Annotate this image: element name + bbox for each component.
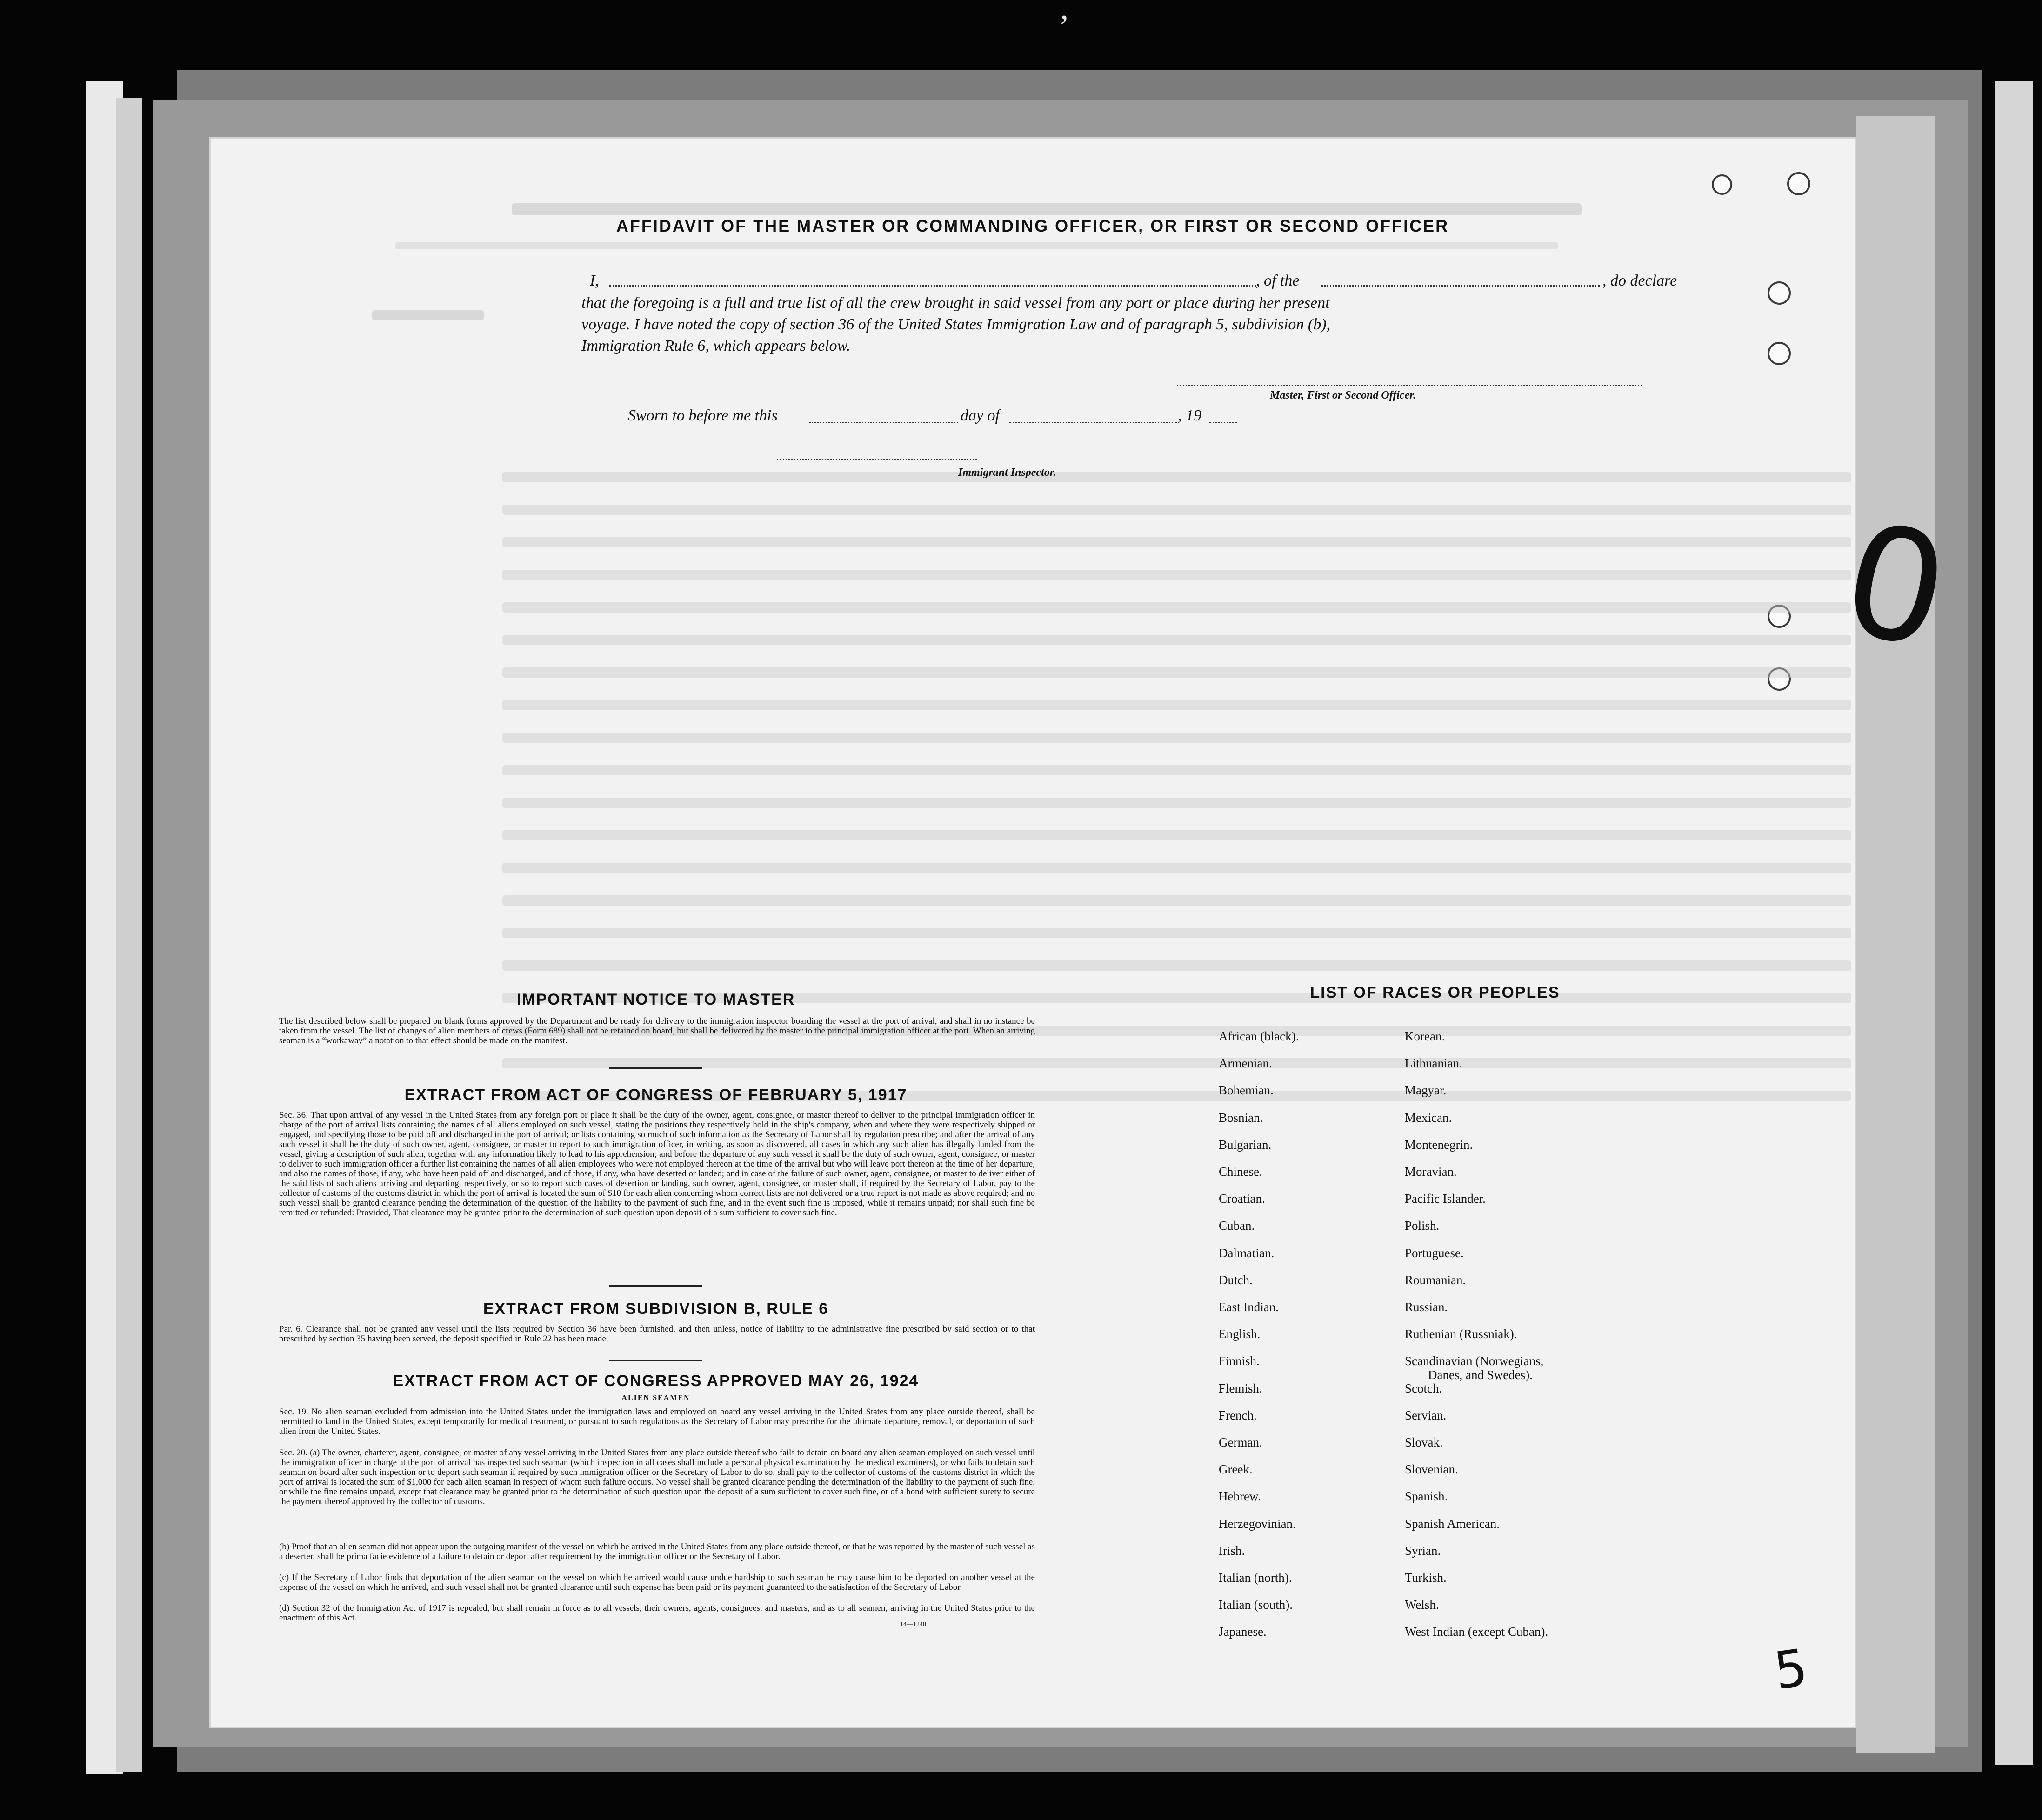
extract-1924-sec-19: Sec. 19. No alien seaman excluded from admission into the United States under the immigration laws and employed on board any vessel arriving in the United States from any place outside thereof, shall be permitted to land in the United States, except temporarily for medical treatment, or pursuant to such regulations as the Secretary of Labor may prescribe for the ultimate departure, removal, or deportation of such alien from the United States.	[279, 1407, 1035, 1436]
punch-hole-right-2	[1768, 342, 1791, 365]
divider	[609, 1285, 702, 1287]
bleed-through-row	[502, 830, 1851, 840]
race-item: Bohemian.	[1219, 1083, 1274, 1098]
affidavit-i: I,	[590, 272, 599, 289]
divider	[609, 1360, 702, 1361]
race-item: West Indian (except Cuban).	[1405, 1625, 1548, 1639]
race-item: Pacific Islander.	[1405, 1192, 1486, 1206]
bleed-through-row	[502, 895, 1851, 906]
bleed-through-row	[502, 472, 1851, 482]
race-item: Scotch.	[1405, 1381, 1442, 1395]
bleed-through-row	[502, 667, 1851, 678]
race-item: Italian (north).	[1219, 1571, 1292, 1585]
race-item: French.	[1219, 1408, 1257, 1422]
extract-1924-title: EXTRACT FROM ACT OF CONGRESS APPROVED MAY 26, 1924	[393, 1372, 919, 1390]
affidavit-line-4: Immigration Rule 6, which appears below.	[581, 337, 851, 354]
race-item: Chinese.	[1219, 1165, 1262, 1179]
race-item: Bulgarian.	[1219, 1137, 1272, 1152]
race-item: Scandinavian (Norwegians,	[1405, 1354, 1544, 1368]
race-item: German.	[1219, 1435, 1262, 1449]
bleed-through-row	[502, 505, 1851, 515]
sworn-year: , 19	[1178, 407, 1201, 424]
race-item: Greek.	[1219, 1462, 1253, 1477]
vessel-name-blank	[1321, 285, 1600, 287]
race-item: Montenegrin.	[1405, 1137, 1473, 1152]
race-item: Slovak.	[1405, 1435, 1443, 1449]
punch-hole-top-right	[1787, 172, 1810, 195]
race-item: Spanish American.	[1405, 1516, 1500, 1531]
race-item: Portuguese.	[1405, 1246, 1464, 1260]
race-item: East Indian.	[1219, 1300, 1279, 1314]
extract-1924-sec-20b: (b) Proof that an alien seaman did not appear upon the outgoing manifest of the vessel on which he arrived in the United States from any place outside thereof, or that he was reported by the master of such vessel as a deserter, shall be prima facie evidence of a failure to detain or deport after requirement by the immigration officer or the Secretary of Labor.	[279, 1542, 1035, 1561]
race-item: Hebrew.	[1219, 1489, 1261, 1504]
race-item: Italian (south).	[1219, 1598, 1293, 1612]
bleed-through-row	[372, 310, 484, 320]
sworn-day-of: day of	[961, 407, 1000, 424]
affidavit-line-3: voyage. I have noted the copy of section 36 of the United States Immigration Law and of paragraph 5, subdivision (b),	[581, 316, 1331, 333]
bleed-through-row	[502, 700, 1851, 710]
race-item: Herzegovinian.	[1219, 1516, 1296, 1531]
sworn-month-blank	[1009, 422, 1177, 423]
form-number: 14—1240	[900, 1621, 926, 1628]
affidavit-title: AFFIDAVIT OF THE MASTER OR COMMANDING OFFICER, OR FIRST OR SECOND OFFICER	[616, 216, 1449, 235]
race-item: Flemish.	[1219, 1381, 1262, 1395]
race-item: Mexican.	[1405, 1110, 1452, 1125]
race-item: Korean.	[1405, 1029, 1445, 1043]
race-item: Irish.	[1219, 1543, 1245, 1558]
left-page-edge-inner	[116, 98, 142, 1772]
affidavit-do-declare: , do declare	[1602, 272, 1677, 289]
race-item: Bosnian.	[1219, 1110, 1263, 1125]
race-item: African (black).	[1219, 1029, 1299, 1043]
race-item: Croatian.	[1219, 1192, 1265, 1206]
bleed-through-heading	[512, 203, 1582, 215]
bleed-through-row	[502, 570, 1851, 580]
extract-1917-title: EXTRACT FROM ACT OF CONGRESS OF FEBRUARY 5, 1917	[404, 1086, 908, 1104]
handwritten-page-number: 5	[1770, 1637, 1811, 1701]
extract-1924-sec-20c: (c) If the Secretary of Labor finds that deportation of the alien seaman on the vessel on which he arrived would cause undue hardship to such seaman he may cause him to be deported on another vessel at the expense of the vessel on which he arrived, and such vessel shall not be granted clearance until such expense has been paid or its payment guaranteed to the satisfaction of the Secretary of Labor.	[279, 1573, 1035, 1592]
race-item: Syrian.	[1405, 1543, 1441, 1558]
notice-title: IMPORTANT NOTICE TO MASTER	[516, 991, 795, 1008]
affidavit-of-the: , of the	[1256, 272, 1300, 289]
signature-blank	[1177, 385, 1642, 386]
race-item: Japanese.	[1219, 1625, 1267, 1639]
inspector-label: Immigrant Inspector.	[958, 467, 1056, 479]
bleed-through-row	[502, 863, 1851, 873]
race-item: Danes, and Swedes).	[1428, 1368, 1533, 1382]
race-item: English.	[1219, 1327, 1261, 1341]
bleed-through-row	[502, 602, 1851, 613]
bleed-through-row	[502, 635, 1851, 645]
race-item: Servian.	[1405, 1408, 1447, 1422]
races-title: LIST OF RACES OR PEOPLES	[1310, 984, 1560, 1001]
bleed-through-row	[502, 765, 1851, 775]
extract-rule-6-title: EXTRACT FROM SUBDIVISION B, RULE 6	[483, 1300, 829, 1318]
race-item: Polish.	[1405, 1219, 1440, 1233]
notice-body: The list described below shall be prepared on blank forms approved by the Department and be ready for delivery to the immigration inspector boarding the vessel at the port of arrival, and shall in no instance be taken from the vessel. The list of changes of alien members of crews (Form 689) shall not be retained on board, but shall be delivered by the master to the principal immigration officer at the port. When an arriving seaman is a “workaway” a notation to that effect should be made on the manifest.	[279, 1016, 1035, 1046]
inspector-signature-blank	[777, 459, 977, 460]
bleed-through-row	[502, 798, 1851, 808]
race-item: Ruthenian (Russniak).	[1405, 1327, 1517, 1341]
race-item: Magyar.	[1405, 1083, 1447, 1098]
race-item: Lithuanian.	[1405, 1056, 1462, 1071]
race-item: Welsh.	[1405, 1598, 1439, 1612]
manifest-page	[209, 137, 1962, 1728]
bleed-through-row	[502, 1058, 1851, 1068]
race-item: Dalmatian.	[1219, 1246, 1275, 1260]
sworn-year-blank	[1209, 422, 1237, 423]
punch-hole-right-1	[1768, 281, 1791, 305]
bleed-through-row	[502, 733, 1851, 743]
race-item: Turkish.	[1405, 1571, 1447, 1585]
handwritten-top-mark: ’	[1059, 9, 1070, 45]
bleed-through-subheading	[395, 242, 1558, 249]
race-item: Russian.	[1405, 1300, 1448, 1314]
sworn-day-blank	[809, 422, 958, 423]
master-name-blank	[609, 285, 1256, 287]
bleed-through-row	[502, 537, 1851, 547]
race-item: Moravian.	[1405, 1165, 1457, 1179]
race-item: Armenian.	[1219, 1056, 1272, 1071]
divider	[609, 1067, 702, 1069]
affidavit-line-2: that the foregoing is a full and true list of all the crew brought in said vessel from any port or place during her present	[581, 294, 1330, 312]
race-item: Spanish.	[1405, 1489, 1448, 1504]
race-item: Roumanian.	[1405, 1273, 1466, 1287]
right-page-edge	[1995, 81, 2033, 1765]
punch-hole-top	[1712, 174, 1732, 195]
race-item: Cuban.	[1219, 1219, 1255, 1233]
race-item: Slovenian.	[1405, 1462, 1458, 1477]
extract-1924-sec-20a: Sec. 20. (a) The owner, charterer, agent, consignee, or master of any vessel arriving in the United States from any place outside thereof who fails to detain on board any alien seaman employed on such vessel until the immigration officer in charge at the port of arrival has inspected such seaman (which inspection in all cases shall include a personal physical examination by the medical examiners), or who fails to detain such seaman on board after such inspection or to deport such seaman if required by such immigration officer or the Secretary of Labor to do so, shall pay to the collector of customs of the customs district in which the port of arrival is located the sum of $1,000 for each alien seaman in respect of whom such failure occurs. No vessel shall be granted clearance pending the determination of the liability to the payment of such fine, or while the fine remains unpaid, except that clearance may be granted prior to the determination of such question upon the deposit of a sum sufficient to cover such fine, or of a bond with sufficient surety to secure the payment thereof approved by the collector of customs.	[279, 1448, 1035, 1507]
signature-label: Master, First or Second Officer.	[1270, 389, 1416, 401]
race-item: Dutch.	[1219, 1273, 1253, 1287]
sworn-before-me: Sworn to before me this	[628, 407, 778, 424]
extract-1924-subtitle: ALIEN SEAMEN	[621, 1394, 690, 1402]
extract-1917-body: Sec. 36. That upon arrival of any vessel in the United States from any foreign port or place it shall be the duty of the owner, agent, consignee, or master thereof to deliver to the principal immigration officer in charge of the port of arrival lists containing the names of all aliens employed on such vessel, stating the positions they respectively hold in the ship's company, when and where they were respectively shipped or engaged, and specifying those to be paid off and discharged in the port of arrival; or lists containing so much of such information as the Secretary of Labor shall by regulation prescribe; and after the arrival of any such vessel it shall be the duty of such owner, agent, consignee, or master to report to such immigration officer, in writing, as soon as discovered, all cases in which any such alien has illegally landed from the vessel, giving a description of such alien, together with any information likely to lead to his apprehension; and before the departure of any such vessel it shall be the duty of such owner, agent, consignee, or master to deliver to such immigration officer a further list containing the names of all alien employees who were not employed thereon at the time of the arrival but who will leave port thereon at the time of her departure, and also the names of those, if any, who have been paid off and discharged, and of those, if any, who have deserted or landed; and in case of the failure of such owner, agent, consignee, or master to deliver either of the said lists of such aliens arriving and departing, respectively, or so to report such cases of desertion or landing, such owner, agent, consignee, or master shall, if required by the Secretary of Labor, pay to the collector of customs of the customs district in which the port of arrival is located the sum of $10 for each alien concerning whom correct lists are not delivered or a true report is not made as above required; and no such vessel shall be granted clearance pending the determination of the question of the liability to the payment of such fine, and in the event such fine is imposed, while it remains unpaid; nor shall such fine be remitted or refunded: Provided, That clearance may be granted prior to the determination of such question upon deposit of a sum sufficient to cover such fine.	[279, 1110, 1035, 1218]
handwritten-large-zero: 0	[1829, 488, 1962, 684]
extract-1924-sec-20d: (d) Section 32 of the Immigration Act of 1917 is repealed, but shall remain in force as to all vessels, their owners, agents, consignees, and masters, and as to all seamen, arriving in the United States prior to the enactment of this Act.	[279, 1603, 1035, 1623]
race-item: Finnish.	[1219, 1354, 1260, 1368]
bleed-through-row	[502, 928, 1851, 938]
right-page-stack	[1856, 116, 1935, 1753]
bleed-through-row	[502, 960, 1851, 971]
extract-rule-6-body: Par. 6. Clearance shall not be granted any vessel until the lists required by Section 36 have been furnished, and then unless, notice of liability to the administrative fine prescribed by said section or to that prescribed by section 35 having been served, the deposit specified in Rule 22 has been made.	[279, 1324, 1035, 1344]
